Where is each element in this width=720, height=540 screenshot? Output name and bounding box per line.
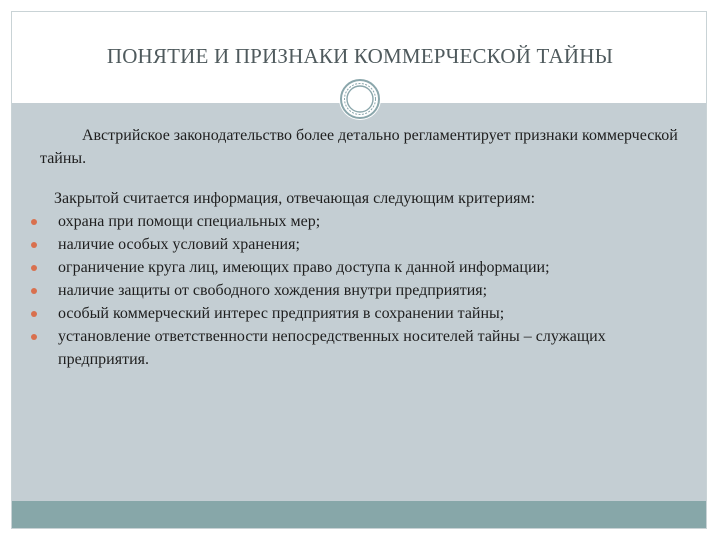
- list-item: [58, 210, 678, 233]
- list-item: [58, 233, 678, 256]
- list-item-text: наличие особых условий хранения;: [58, 236, 300, 253]
- list-item-text: особый коммерческий интерес предприятия в сохранении тайны;: [58, 305, 505, 322]
- bullet-dot-icon: [31, 265, 37, 271]
- list-item: [58, 302, 678, 325]
- circle-ornament-icon: [339, 78, 381, 120]
- bullet-dot-icon: [31, 334, 37, 340]
- list-item-text: охрана при помощи специальных мер;: [58, 213, 321, 230]
- bullet-dot-icon: [31, 288, 37, 294]
- list-item: [58, 256, 678, 279]
- bullet-dot-icon: [31, 311, 37, 317]
- bullet-dot-icon: [31, 242, 37, 248]
- bottom-bar: [12, 501, 706, 528]
- intro-paragraph: Австрийское законодательство более детально регламентирует признаки коммерческой тайны.: [40, 127, 678, 167]
- criteria-lead: Закрытой считается информация, отвечающая следующим критериям:: [54, 190, 536, 207]
- list-item: [58, 279, 678, 302]
- list-item: [58, 325, 678, 371]
- criteria-list: [58, 210, 678, 371]
- slide-title: ПОНЯТИЕ И ПРИЗНАКИ КОММЕРЧЕСКОЙ ТАЙНЫ: [106, 44, 614, 68]
- list-item-text: ограничение круга лиц, имеющих право доступа к данной информации;: [58, 259, 550, 276]
- content-text: [40, 124, 678, 371]
- list-item-text: наличие защиты от свободного хождения внутри предприятия;: [58, 282, 488, 299]
- list-item-text: установление ответственности непосредственных носителей тайны – служащих предприятия.: [58, 328, 606, 368]
- bullet-dot-icon: [31, 219, 37, 225]
